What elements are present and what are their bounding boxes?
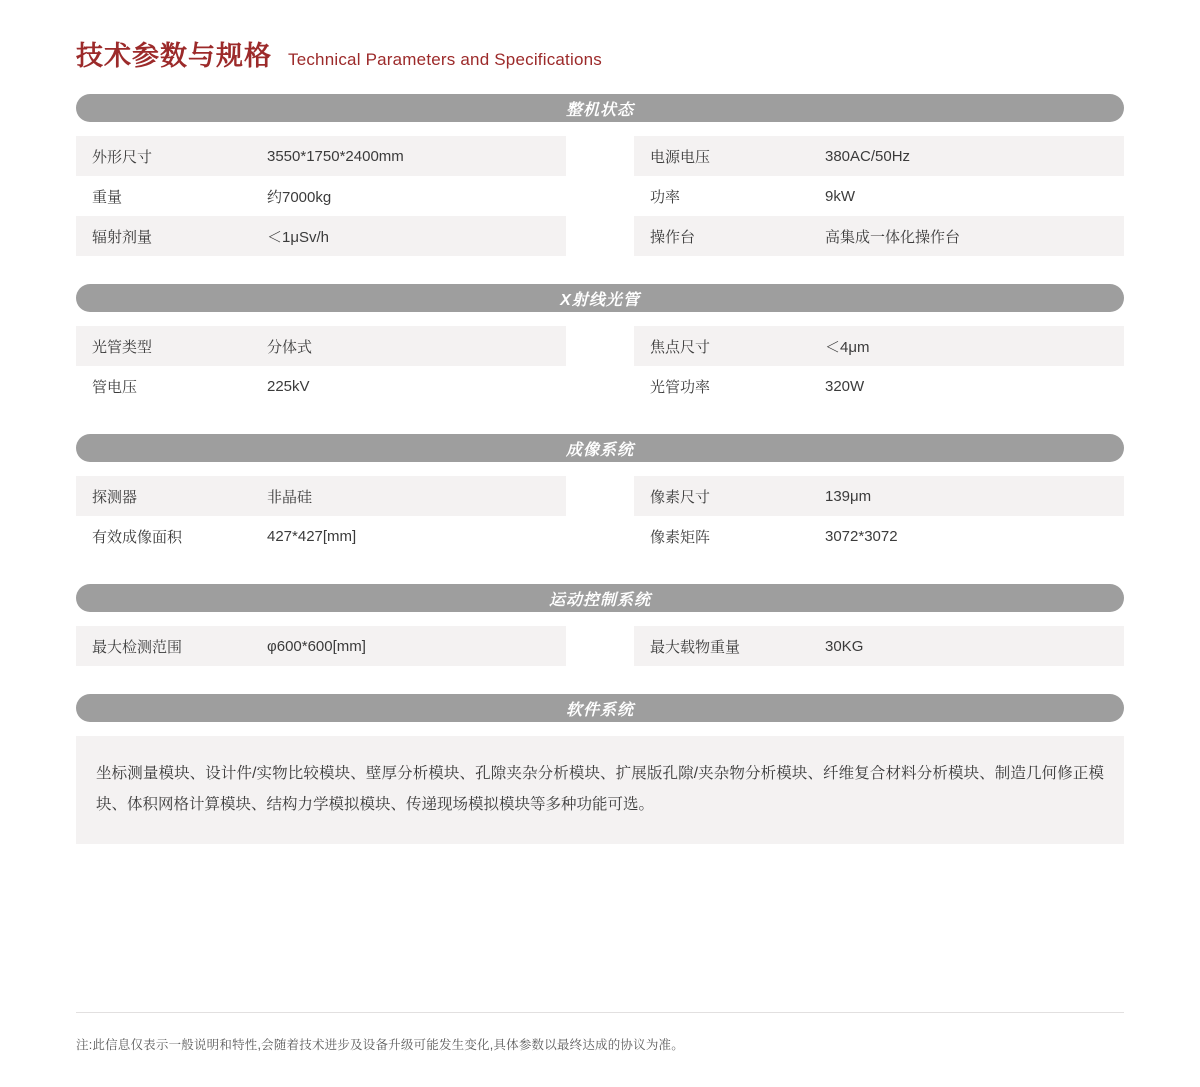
spec-value: ＜4μm bbox=[825, 338, 870, 356]
row-gap bbox=[566, 176, 634, 216]
section-title: 整机状态 bbox=[565, 101, 634, 119]
spec-value: 3550*1750*2400mm bbox=[267, 147, 404, 165]
footer-note: 注:此信息仅表示一般说明和特性,会随着技术进步及设备升级可能发生变化,具体参数以最终达成的协议为准。 bbox=[76, 1038, 684, 1052]
spec-value: 30KG bbox=[825, 637, 864, 655]
spec-key: 电源电压 bbox=[650, 148, 711, 166]
page-title-cn: 技术参数与规格 bbox=[76, 41, 272, 71]
spec-rows bbox=[76, 626, 1124, 666]
row-gap bbox=[566, 476, 634, 516]
spec-value: 3072*3072 bbox=[825, 527, 898, 545]
spec-value: 高集成一体化操作台 bbox=[825, 228, 961, 246]
spec-value: 139μm bbox=[825, 487, 872, 505]
spec-rows bbox=[76, 136, 1124, 256]
spec-value: 225kV bbox=[267, 377, 310, 395]
row-gap bbox=[566, 136, 634, 176]
spec-key: 像素尺寸 bbox=[650, 488, 711, 506]
row-gap bbox=[566, 516, 634, 556]
section-software-system bbox=[76, 694, 1124, 844]
table-row bbox=[76, 136, 566, 176]
table-row bbox=[634, 366, 1124, 406]
table-row bbox=[76, 516, 566, 556]
section-motion-control bbox=[76, 584, 1124, 666]
table-row bbox=[76, 476, 566, 516]
spec-value: φ600*600[mm] bbox=[267, 637, 366, 655]
spec-value: 9kW bbox=[825, 187, 855, 205]
spec-key: 外形尺寸 bbox=[92, 148, 153, 166]
spec-value: ＜1μSv/h bbox=[267, 228, 329, 246]
spec-key: 功率 bbox=[650, 188, 681, 206]
software-modules-panel bbox=[76, 736, 1124, 844]
spec-value: 分体式 bbox=[267, 338, 313, 356]
spec-key: 像素矩阵 bbox=[650, 528, 711, 546]
row-gap bbox=[566, 366, 634, 406]
spec-key: 管电压 bbox=[92, 378, 138, 396]
footer bbox=[76, 1012, 1124, 1053]
section-imaging-system bbox=[76, 434, 1124, 556]
table-row bbox=[634, 326, 1124, 366]
table-row bbox=[76, 216, 566, 256]
spec-value: 427*427[mm] bbox=[267, 527, 357, 545]
section-title: X射线光管 bbox=[560, 291, 640, 309]
section-header-bar bbox=[76, 584, 1124, 612]
spec-key: 最大载物重量 bbox=[650, 638, 741, 656]
section-header-bar bbox=[76, 434, 1124, 462]
spec-key: 辐射剂量 bbox=[92, 228, 153, 246]
spec-value: 380AC/50Hz bbox=[825, 147, 911, 165]
spec-key: 光管类型 bbox=[92, 338, 153, 356]
section-title: 软件系统 bbox=[565, 701, 634, 719]
spec-key: 有效成像面积 bbox=[92, 528, 183, 546]
row-gap bbox=[566, 626, 634, 666]
page-title-en: Technical Parameters and Specifications bbox=[288, 50, 602, 69]
spec-key: 操作台 bbox=[650, 228, 696, 246]
table-row bbox=[634, 176, 1124, 216]
table-row bbox=[634, 626, 1124, 666]
table-row bbox=[76, 176, 566, 216]
section-title: 运动控制系统 bbox=[548, 591, 651, 609]
table-row bbox=[634, 216, 1124, 256]
spec-key: 探测器 bbox=[92, 488, 138, 506]
section-header-bar bbox=[76, 94, 1124, 122]
spec-value: 约7000kg bbox=[267, 188, 332, 206]
table-row bbox=[634, 476, 1124, 516]
section-title: 成像系统 bbox=[565, 441, 634, 459]
page-title bbox=[76, 0, 1124, 94]
section-header-bar bbox=[76, 694, 1124, 722]
software-modules-text: 坐标测量模块、设计件/实物比较模块、壁厚分析模块、孔隙夹杂分析模块、扩展版孔隙/夹杂物分析模块、纤维复合材料分析模块、制造几何修正模块、体积网格计算模块、结构力学模拟模块、传递现场模拟模块等多种功能可选。 bbox=[96, 765, 1104, 814]
section-xray-tube bbox=[76, 284, 1124, 406]
spec-value: 非晶硅 bbox=[267, 488, 313, 506]
spec-key: 重量 bbox=[92, 188, 123, 206]
section-overall-status bbox=[76, 94, 1124, 256]
spec-rows bbox=[76, 476, 1124, 556]
section-header-bar bbox=[76, 284, 1124, 312]
table-row bbox=[634, 136, 1124, 176]
spec-key: 焦点尺寸 bbox=[650, 338, 711, 356]
divider bbox=[76, 1012, 1124, 1013]
table-row bbox=[76, 366, 566, 406]
spec-key: 最大检测范围 bbox=[92, 638, 183, 656]
spec-value: 320W bbox=[825, 377, 865, 395]
table-row bbox=[634, 516, 1124, 556]
spec-key: 光管功率 bbox=[650, 378, 711, 396]
table-row bbox=[76, 626, 566, 666]
row-gap bbox=[566, 326, 634, 366]
spec-rows bbox=[76, 326, 1124, 406]
table-row bbox=[76, 326, 566, 366]
row-gap bbox=[566, 216, 634, 256]
